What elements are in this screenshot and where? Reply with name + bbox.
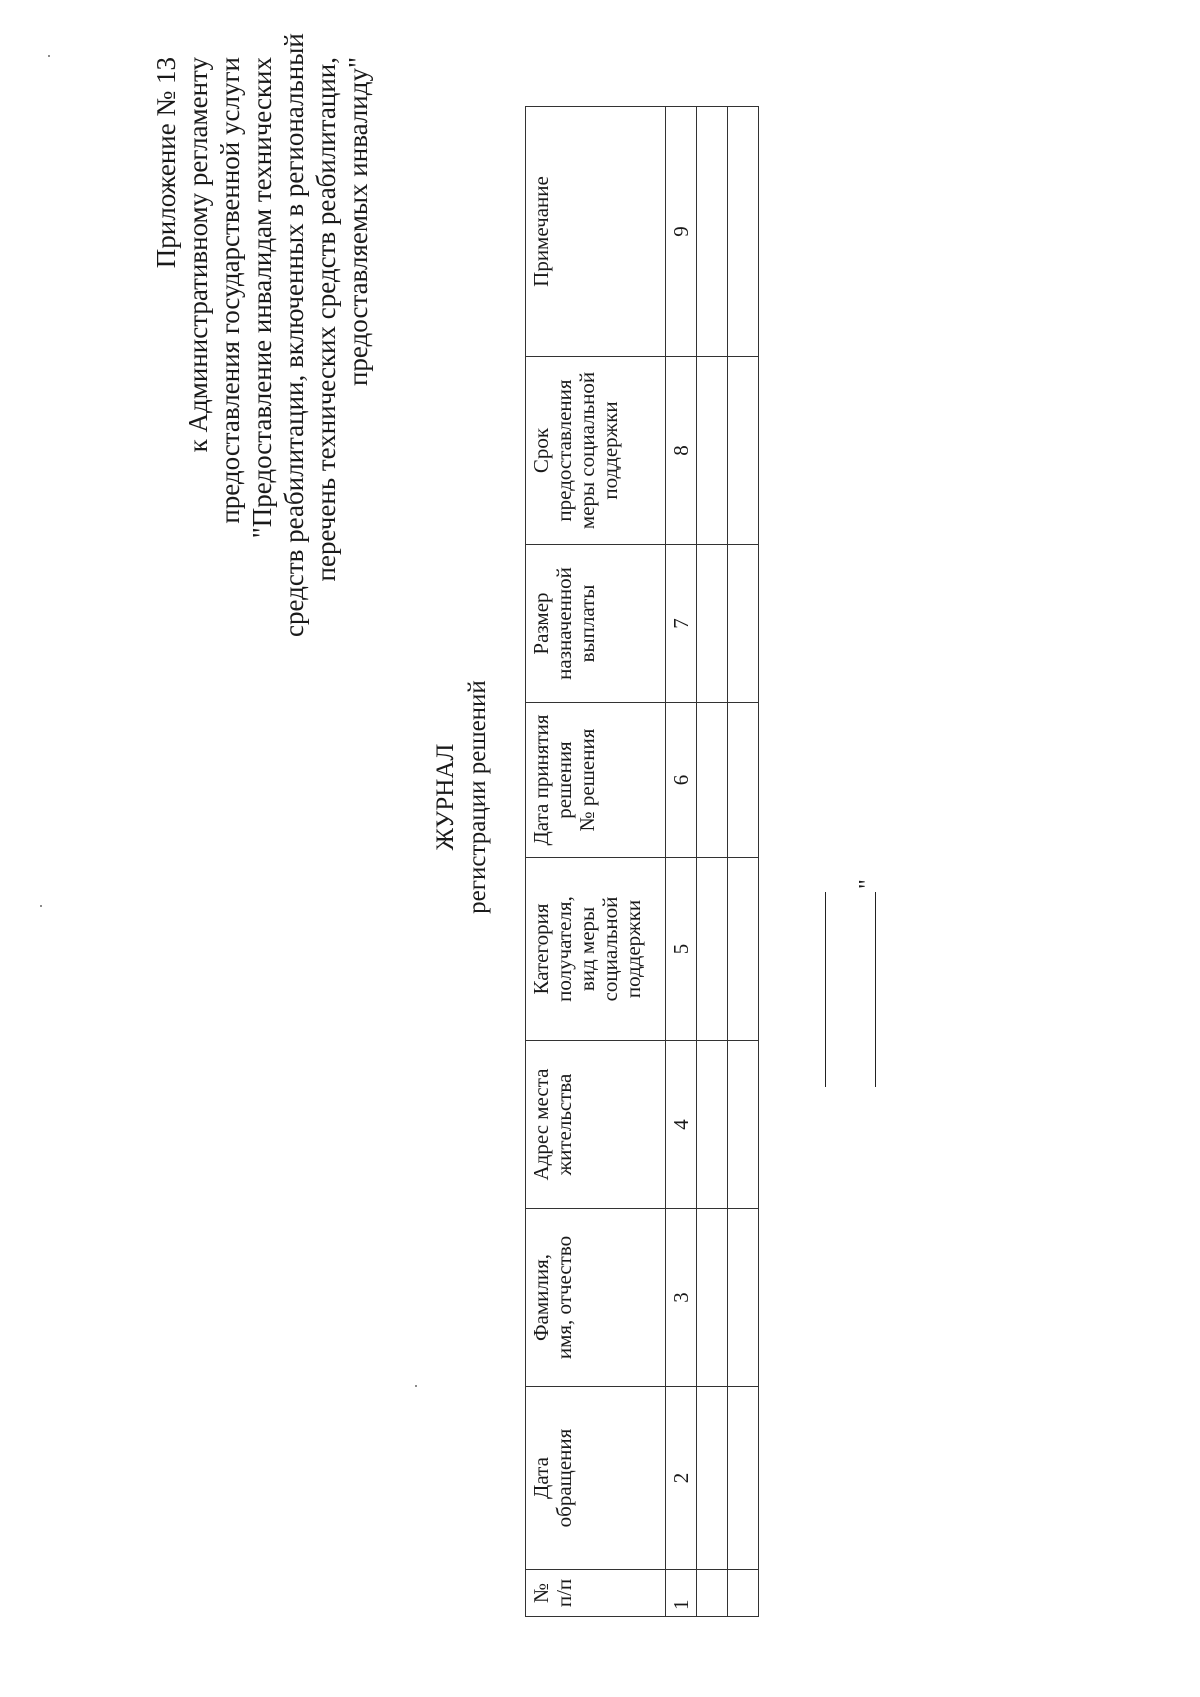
empty-cell [728, 1041, 759, 1209]
appendix-line: "Предоставление инвалидам технических [247, 57, 277, 539]
appendix-header [150, 33, 374, 637]
empty-cell [728, 1387, 759, 1570]
signature-line [875, 892, 876, 1087]
table-header-row [526, 107, 666, 1617]
empty-cell [697, 1387, 728, 1570]
header-note: Примечание [526, 107, 666, 357]
empty-cell [728, 1209, 759, 1387]
journal-title: ЖУРНАЛ [432, 743, 459, 851]
scan-speck [415, 1385, 417, 1387]
table-row [697, 107, 728, 1617]
column-number: 3 [666, 1209, 697, 1387]
column-number: 9 [666, 107, 697, 357]
header-recipient-category: Категория получателя, вид меры социальной поддержки [526, 858, 666, 1041]
table-row [728, 107, 759, 1617]
header-row-number: № п/п [526, 1570, 666, 1617]
empty-cell [697, 703, 728, 858]
appendix-line: средств реабилитации, включенных в региональный [279, 33, 309, 637]
empty-cell [697, 1041, 728, 1209]
header-address: Адрес места жительства [526, 1041, 666, 1209]
empty-cell [697, 1570, 728, 1617]
header-decision-date: Дата принятия решения № решения [526, 703, 666, 858]
header-support-period: Срок предоставления меры социальной поддержки [526, 357, 666, 545]
appendix-line: предоставления государственной услуги [215, 57, 245, 524]
empty-cell [728, 357, 759, 545]
empty-cell [697, 545, 728, 703]
empty-cell [697, 107, 728, 357]
empty-cell [697, 1209, 728, 1387]
empty-cell [728, 858, 759, 1041]
empty-cell [697, 357, 728, 545]
column-number: 7 [666, 545, 697, 703]
signature-block [815, 879, 885, 1087]
journal-heading [430, 497, 494, 1097]
scan-speck [48, 55, 50, 57]
journal-subtitle: регистрации решений [464, 680, 491, 914]
scan-speck [40, 905, 42, 907]
empty-cell [728, 545, 759, 703]
column-number: 6 [666, 703, 697, 858]
column-number: 4 [666, 1041, 697, 1209]
appendix-line: предоставляемых инвалиду" [343, 57, 373, 387]
column-number-row [666, 107, 697, 1617]
header-payment-amount: Размер назначенной выплаты [526, 545, 666, 703]
empty-cell [697, 858, 728, 1041]
column-number: 8 [666, 357, 697, 545]
signature-line [825, 892, 826, 1087]
column-number: 2 [666, 1387, 697, 1570]
registration-table [525, 106, 759, 1617]
empty-cell [728, 107, 759, 357]
column-number: 5 [666, 858, 697, 1041]
empty-cell [728, 703, 759, 858]
header-request-date: Дата обращения [526, 1387, 666, 1570]
appendix-line: перечень технических средств реабилитации, [311, 57, 341, 582]
quote-mark: " [855, 879, 881, 889]
appendix-line: Приложение № 13 [151, 57, 181, 269]
appendix-line: к Административному регламенту [183, 57, 213, 453]
column-number: 1 [666, 1570, 697, 1617]
header-full-name: Фамилия, имя, отчество [526, 1209, 666, 1387]
empty-cell [728, 1570, 759, 1617]
